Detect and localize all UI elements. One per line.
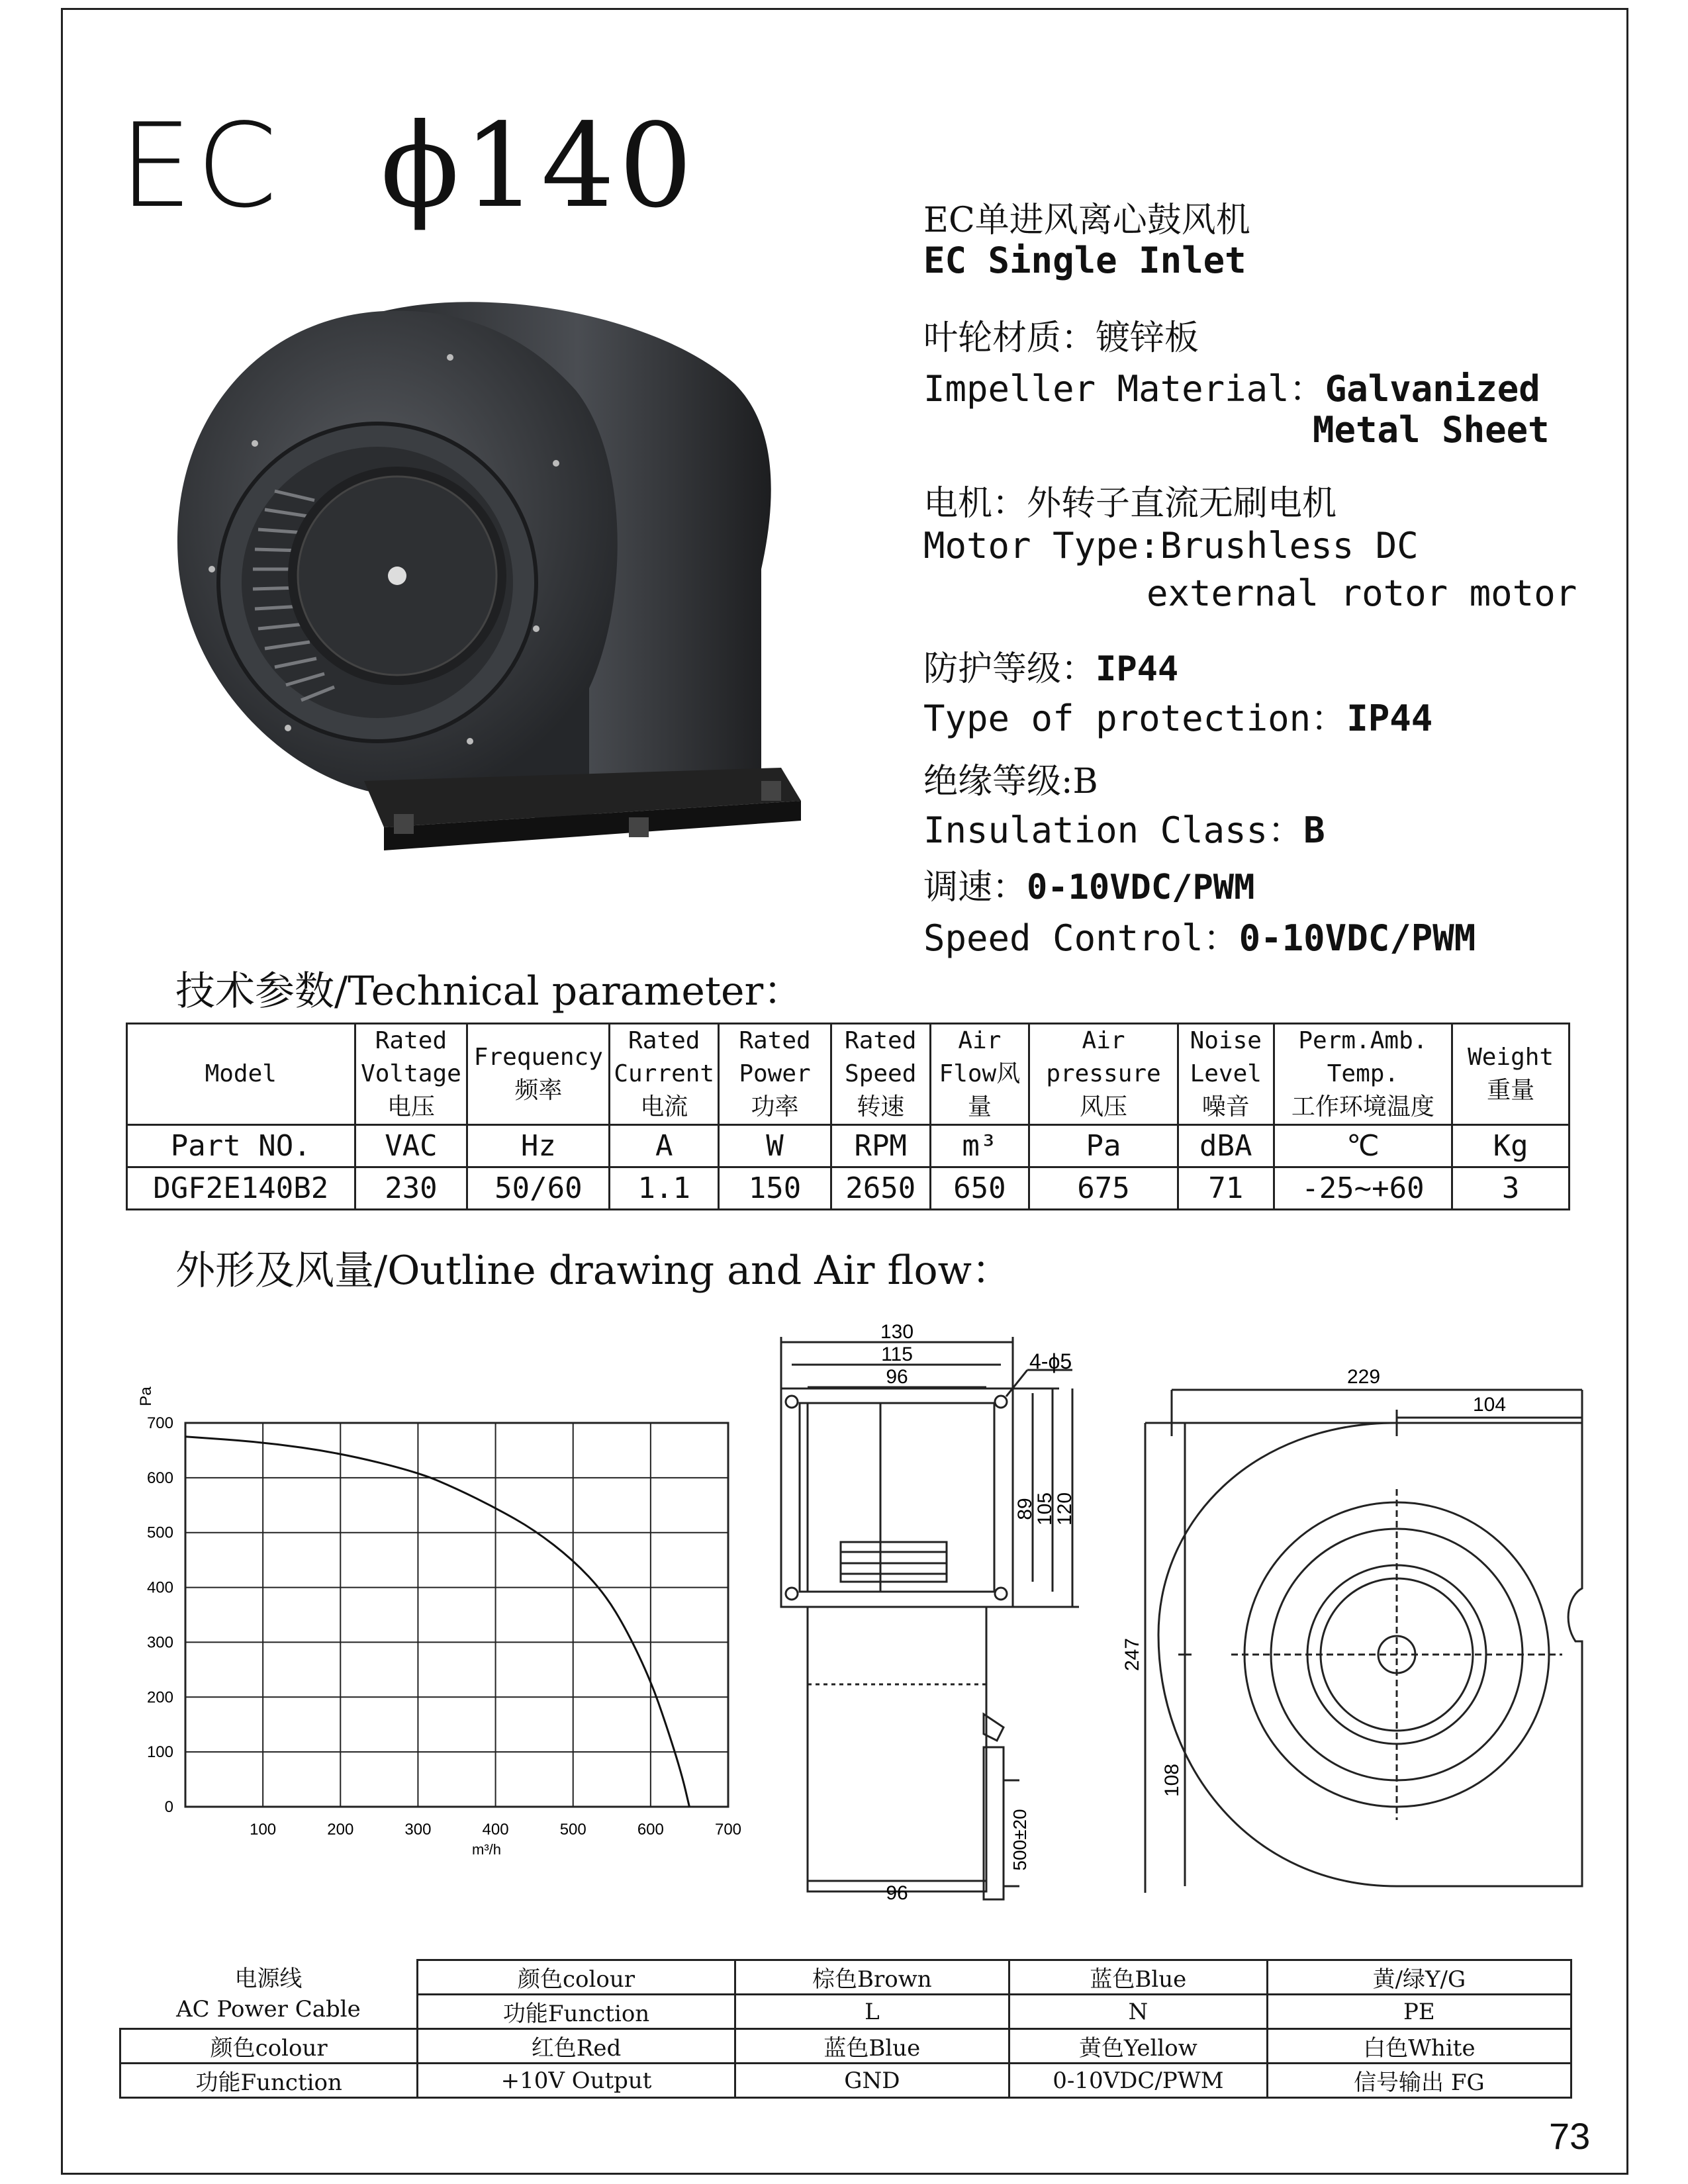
unit-cell: RPM	[831, 1125, 930, 1167]
chart-y-tick-label: 0	[164, 1798, 173, 1816]
chart-x-tick-label: 500	[559, 1821, 586, 1839]
chart-y-axis-label: Pa	[137, 1387, 155, 1406]
unit-cell: ℃	[1274, 1125, 1452, 1167]
th-current: Rated Current 电流	[610, 1024, 719, 1125]
airflow-chart	[126, 1363, 761, 1919]
unit-cell: A	[610, 1125, 719, 1167]
th-noise: Noise Level 噪音	[1178, 1024, 1274, 1125]
chart-frame	[185, 1423, 728, 1807]
value-cell: 3	[1452, 1167, 1570, 1210]
cable-label: 电源线 AC Power Cable	[120, 1960, 418, 2029]
spec-type-cn: EC单进风离心鼓风机	[923, 201, 1250, 240]
cable-table	[119, 1959, 1572, 2099]
spec-type-en: EC Single Inlet	[923, 240, 1246, 281]
spec-insulation-en: Insulation Class：B	[923, 809, 1325, 851]
cable-cell: +10V Output	[418, 2064, 735, 2098]
th-airflow: Air Flow风 量	[930, 1024, 1029, 1125]
value-cell: 230	[355, 1167, 467, 1210]
chart-x-tick-label: 300	[404, 1821, 432, 1839]
cable-cell: 颜色colour	[120, 2029, 418, 2064]
dim-108: 108	[1161, 1763, 1183, 1797]
dim-120: 120	[1054, 1492, 1076, 1526]
dim-130: 130	[880, 1321, 914, 1343]
cable-cell: 蓝色Blue	[735, 2029, 1009, 2064]
dim-89: 89	[1014, 1498, 1036, 1520]
chart-y-tick-label: 600	[146, 1469, 173, 1487]
dim-cable: 500±20	[1009, 1809, 1030, 1871]
chart-y-tick-label: 700	[146, 1414, 173, 1432]
tech-heading: 技术参数/Technical parameter：	[175, 968, 804, 1015]
spec-motor-en-1: Motor Type:Brushless DC	[923, 525, 1419, 567]
front-outline-drawing	[768, 1317, 1112, 1913]
value-cell: 71	[1178, 1167, 1274, 1210]
value-cell: 150	[719, 1167, 831, 1210]
chart-x-tick-label: 700	[714, 1821, 742, 1839]
spec-impeller-value-2: Metal Sheet	[1313, 409, 1550, 451]
cable-cell: PE	[1267, 1995, 1571, 2029]
cable-row	[120, 1960, 1571, 1995]
spec-speed-cn: 调速：0-10VDC/PWM	[923, 868, 1255, 907]
unit-cell: Part NO.	[127, 1125, 355, 1167]
dim-229: 229	[1346, 1366, 1381, 1388]
chart-y-tick-label: 300	[146, 1633, 173, 1652]
dim-247: 247	[1121, 1637, 1143, 1672]
th-pressure: Air pressure 风压	[1029, 1024, 1178, 1125]
cable-cell: 黄色Yellow	[1009, 2029, 1268, 2064]
dim-96-top: 96	[886, 1366, 908, 1388]
cable-cell: 信号输出 FG	[1267, 2064, 1571, 2098]
th-frequency: Frequency 频率	[467, 1024, 610, 1125]
tech-header-row	[127, 1024, 1570, 1125]
value-cell: DGF2E140B2	[127, 1167, 355, 1210]
page-number: 73	[1549, 2115, 1591, 2157]
chart-y-tick-label: 500	[146, 1524, 173, 1542]
value-cell: -25~+60	[1274, 1167, 1452, 1210]
chart-x-tick-label: 100	[250, 1821, 277, 1839]
cable-cell: 棕色Brown	[735, 1960, 1009, 1995]
cable-cell: L	[735, 1995, 1009, 2029]
page-title: EC ϕ140	[119, 99, 697, 234]
chart-x-tick-label: 600	[637, 1821, 664, 1839]
spec-speed-en: Speed Control：0-10VDC/PWM	[923, 917, 1476, 959]
th-power: Rated Power 功率	[719, 1024, 831, 1125]
unit-cell: Pa	[1029, 1125, 1178, 1167]
th-speed: Rated Speed 转速	[831, 1024, 930, 1125]
unit-cell: dBA	[1178, 1125, 1274, 1167]
chart-x-tick-label: 400	[482, 1821, 509, 1839]
spec-protection-en: Type of protection：IP44	[923, 698, 1433, 739]
chart-y-tick-label: 100	[146, 1743, 173, 1762]
spec-impeller-en: Impeller Material：Galvanized	[923, 368, 1540, 410]
cable-cell: 0-10VDC/PWM	[1009, 2064, 1268, 2098]
cable-cell: 白色White	[1267, 2029, 1571, 2064]
dim-96-bottom: 96	[886, 1882, 908, 1904]
product-photo	[165, 291, 814, 887]
spec-impeller-cn: 叶轮材质：镀锌板	[923, 318, 1199, 358]
unit-cell: Hz	[467, 1125, 610, 1167]
cable-cell: 功能Function	[418, 1995, 735, 2029]
spec-motor-en-2: external rotor motor	[1147, 572, 1577, 614]
chart-x-axis-label: m³/h	[472, 1841, 501, 1858]
value-cell: 50/60	[467, 1167, 610, 1210]
unit-cell: m³	[930, 1125, 1029, 1167]
dim-115: 115	[881, 1343, 913, 1365]
th-weight: Weight 重量	[1452, 1024, 1570, 1125]
cable-row	[120, 2029, 1571, 2064]
cable-cell: GND	[735, 2064, 1009, 2098]
outline-heading: 外形及风量/Outline drawing and Air flow：	[175, 1248, 1011, 1294]
th-temp: Perm.Amb. Temp. 工作环境温度	[1274, 1024, 1452, 1125]
unit-cell: W	[719, 1125, 831, 1167]
th-voltage: Rated Voltage 电压	[355, 1024, 467, 1125]
dim-105: 105	[1034, 1492, 1056, 1526]
cable-cell: N	[1009, 1995, 1268, 2029]
chart-y-tick-label: 200	[146, 1688, 173, 1707]
spec-insulation-cn: 绝缘等级:B	[923, 762, 1098, 801]
side-outline-drawing	[1119, 1357, 1595, 1926]
tech-table	[126, 1023, 1570, 1210]
value-cell: 2650	[831, 1167, 930, 1210]
cable-row	[120, 2064, 1571, 2098]
value-cell: 1.1	[610, 1167, 719, 1210]
dim-104: 104	[1472, 1394, 1507, 1416]
cable-cell: 颜色colour	[418, 1960, 735, 1995]
value-cell: 650	[930, 1167, 1029, 1210]
spec-protection-cn: 防护等级：IP44	[923, 649, 1179, 689]
unit-cell: VAC	[355, 1125, 467, 1167]
dim-hole: 4-ϕ5	[1029, 1349, 1072, 1373]
spec-motor-cn: 电机：外转子直流无刷电机	[923, 484, 1337, 523]
cable-cell: 蓝色Blue	[1009, 1960, 1268, 1995]
chart-x-tick-label: 200	[327, 1821, 354, 1839]
tech-units-row	[127, 1125, 1570, 1167]
cable-cell: 功能Function	[120, 2064, 418, 2098]
value-cell: 675	[1029, 1167, 1178, 1210]
unit-cell: Kg	[1452, 1125, 1570, 1167]
cable-cell: 黄/绿Y/G	[1267, 1960, 1571, 1995]
chart-y-tick-label: 400	[146, 1578, 173, 1597]
th-model: Model	[127, 1024, 355, 1125]
tech-values-row	[127, 1167, 1570, 1210]
chart-series-line	[185, 1437, 689, 1807]
cable-cell: 红色Red	[418, 2029, 735, 2064]
